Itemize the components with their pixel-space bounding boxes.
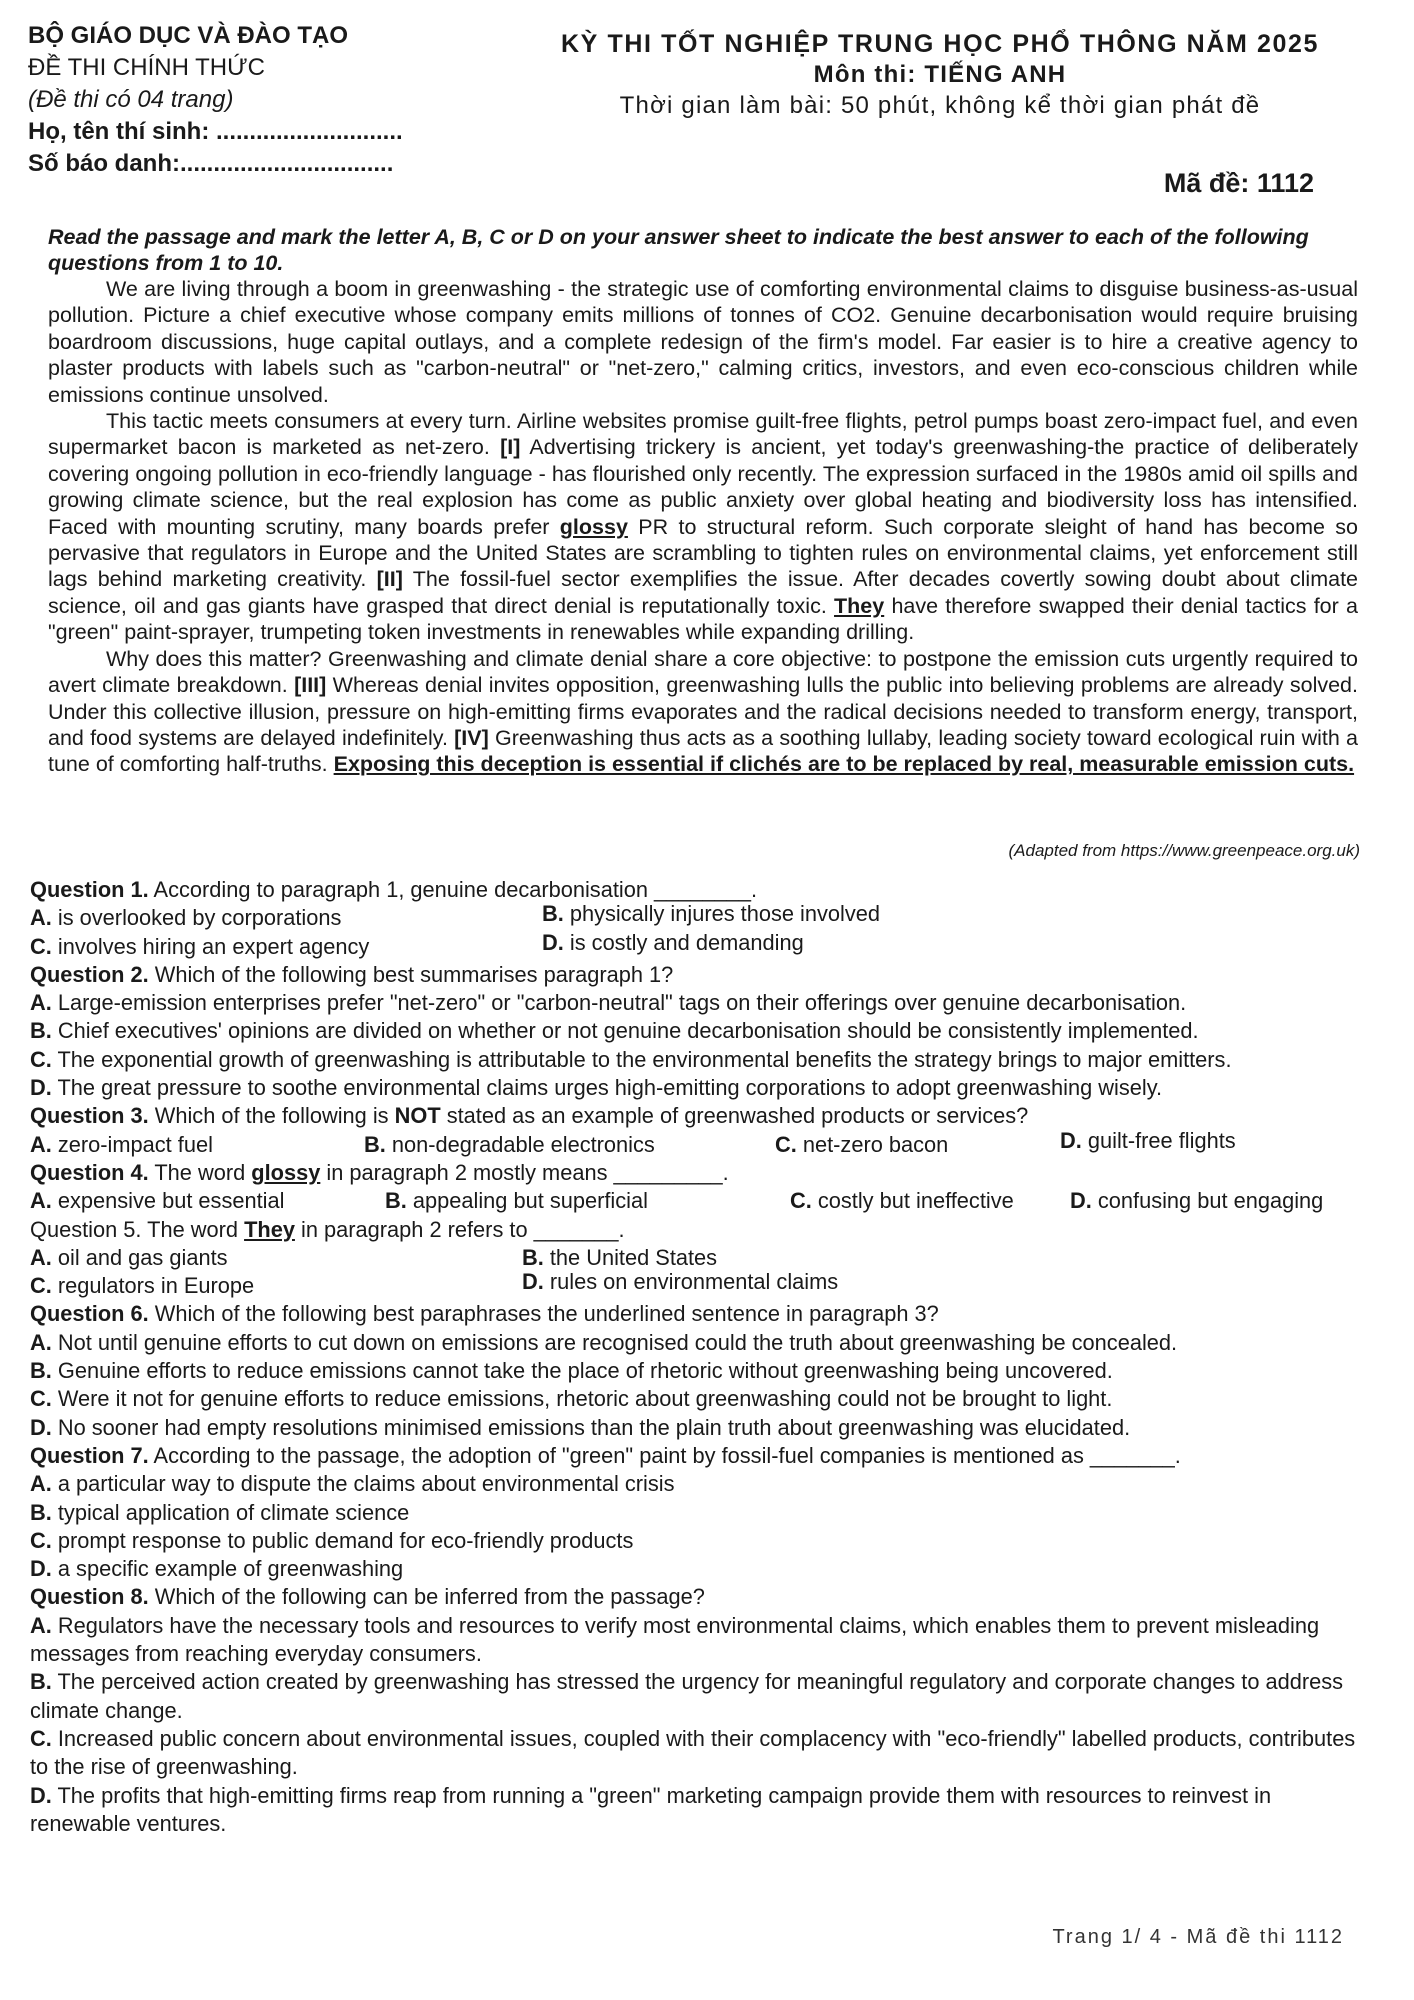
option-text: the United States bbox=[543, 1244, 718, 1270]
option-letter: A. bbox=[30, 905, 52, 931]
option-text: rules on environmental claims bbox=[543, 1269, 839, 1295]
option-text: zero-impact fuel bbox=[51, 1131, 213, 1157]
paragraph-2-text: The fossil-fuel sector exemplifies the issue. After decades covertly sowing doubt about climate science, oil and gas giants have grasped that direct denial is reputationally toxic. bbox=[48, 567, 1358, 618]
option-letter: D. bbox=[30, 1414, 52, 1440]
option-text: costly but ineffective bbox=[811, 1188, 1014, 1214]
option-letter: A. bbox=[30, 1329, 52, 1355]
option-text: involves hiring an expert agency bbox=[51, 933, 370, 959]
question-number: Question 6. bbox=[30, 1301, 149, 1327]
option-d[interactable] bbox=[30, 1414, 1400, 1442]
candidate-name-field: Họ, tên thí sinh: ............................ bbox=[28, 118, 403, 145]
question-1-options-row bbox=[30, 929, 1400, 961]
exam-code: Mã đề: 1112 bbox=[1163, 168, 1314, 198]
option-text: The perceived action created by greenwashing has stressed the urgency for meaningful regulatory and corporate changes to address climate change. bbox=[30, 1669, 1344, 1723]
question-2-stem bbox=[30, 961, 1400, 989]
option-text: typical application of climate science bbox=[51, 1499, 410, 1525]
paragraph-3-text: Greenwashing thus acts as a soothing lullaby, leading society toward ecological ruin with a tune of comforting half-truths. bbox=[48, 725, 1358, 777]
passage-instruction: Read the passage and mark the letter A, B, C or D on your answer sheet to indicate the best answer to each of the following questions from 1 to 10. bbox=[48, 225, 1309, 275]
question-4-stem bbox=[30, 1159, 1400, 1187]
option-letter: A. bbox=[30, 1244, 52, 1270]
option-c[interactable] bbox=[30, 933, 369, 961]
highlighted-word-glossy: glossy bbox=[559, 514, 628, 539]
option-letter: D. bbox=[30, 1556, 52, 1582]
question-text: Which of the following best summarises paragraph 1? bbox=[148, 961, 674, 987]
option-a[interactable] bbox=[30, 1187, 284, 1215]
option-letter: D. bbox=[1060, 1127, 1082, 1153]
option-b[interactable] bbox=[30, 1017, 1400, 1045]
option-letter: B. bbox=[30, 1499, 52, 1525]
question-3-options-row bbox=[30, 1127, 1400, 1159]
option-text: The exponential growth of greenwashing is attributable to the environmental benefits the strategy brings to major emitters. bbox=[51, 1046, 1232, 1072]
option-b[interactable] bbox=[542, 900, 880, 928]
option-letter: C. bbox=[30, 1725, 52, 1751]
position-marker-2: [II] bbox=[376, 567, 403, 592]
exam-title: KỲ THI TỐT NGHIỆP TRUNG HỌC PHỔ THÔNG NĂM 2025 bbox=[561, 30, 1319, 58]
option-text: a specific example of greenwashing bbox=[51, 1556, 404, 1582]
paragraph-2-text: have therefore swapped their denial tactics for a "green" paint-sprayer, trumpeting token investments in renewables while expanding drilling. bbox=[48, 593, 1358, 645]
option-letter: B. bbox=[385, 1188, 407, 1214]
option-text: expensive but essential bbox=[51, 1188, 285, 1214]
question-5-stem bbox=[30, 1216, 1400, 1244]
header-left bbox=[28, 20, 488, 180]
option-letter: B. bbox=[30, 1669, 52, 1695]
option-c[interactable] bbox=[30, 1527, 1400, 1555]
question-text: According to the passage, the adoption of "green" paint by fossil-fuel companies is mentioned as _______. bbox=[148, 1442, 1181, 1468]
option-b[interactable] bbox=[385, 1187, 648, 1215]
option-text: Regulators have the necessary tools and resources to verify most environmental claims, which enables them to prevent misleading messages from reaching everyday consumers. bbox=[30, 1612, 1320, 1667]
option-d[interactable] bbox=[1060, 1127, 1236, 1155]
option-letter: A. bbox=[30, 990, 52, 1016]
question-text: stated as an example of greenwashed products or services? bbox=[440, 1103, 1029, 1129]
question-7-stem bbox=[30, 1442, 1400, 1470]
option-b[interactable] bbox=[364, 1131, 655, 1159]
option-letter: C. bbox=[30, 1046, 52, 1072]
header-right bbox=[520, 28, 1360, 122]
exam-subject: Môn thi: TIẾNG ANH bbox=[813, 61, 1067, 88]
option-a[interactable] bbox=[30, 1612, 1370, 1669]
option-text: physically injures those involved bbox=[563, 901, 881, 927]
question-number: Question 3. bbox=[30, 1103, 149, 1129]
question-text: Which of the following can be inferred from the passage? bbox=[148, 1584, 705, 1610]
highlighted-word-they: They bbox=[834, 593, 885, 618]
option-d[interactable] bbox=[522, 1268, 838, 1296]
option-text: a particular way to dispute the claims about environmental crisis bbox=[51, 1471, 675, 1497]
option-d[interactable] bbox=[30, 1074, 1400, 1102]
option-text: guilt-free flights bbox=[1081, 1127, 1236, 1153]
underlined-sentence: Exposing this deception is essential if clichés are to be replaced by real, measurable emission cuts. bbox=[333, 752, 1355, 777]
option-text: The profits that high-emitting firms reap from running a "green" marketing campaign provide them with resources to reinvest in renewable ventures. bbox=[30, 1782, 1272, 1836]
question-6-stem bbox=[30, 1300, 1400, 1328]
paragraph-2 bbox=[48, 408, 1358, 646]
pages-note: (Đề thi có 04 trang) bbox=[28, 86, 234, 113]
question-text: According to paragraph 1, genuine decarbonisation ________. bbox=[148, 877, 758, 902]
emphasis-not: NOT bbox=[394, 1103, 441, 1129]
paragraph-3-text: Why does this matter? Greenwashing and climate denial share a core objective: to postpone the emission cuts urgently required to avert climate breakdown. bbox=[48, 646, 1358, 698]
exam-duration: Thời gian làm bài: 50 phút, không kể thời gian phát đề bbox=[619, 92, 1261, 119]
option-text: Genuine efforts to reduce emissions cannot take the place of rhetoric without greenwashing being uncovered. bbox=[51, 1358, 1113, 1384]
option-text: oil and gas giants bbox=[51, 1244, 228, 1270]
option-letter: C. bbox=[790, 1188, 812, 1214]
ministry-name: BỘ GIÁO DỤC VÀ ĐÀO TẠO bbox=[28, 22, 349, 49]
option-letter: B. bbox=[30, 1358, 52, 1384]
question-4-options-row bbox=[30, 1187, 1400, 1215]
option-a[interactable] bbox=[30, 1470, 1400, 1498]
option-letter: C. bbox=[30, 1527, 52, 1553]
option-letter: A. bbox=[30, 1131, 52, 1157]
option-text: Were it not for genuine efforts to reduce emissions, rhetoric about greenwashing could not be brought to light. bbox=[51, 1386, 1113, 1412]
option-letter: C. bbox=[30, 1273, 52, 1299]
reading-passage bbox=[48, 276, 1358, 778]
option-letter: B. bbox=[364, 1131, 386, 1157]
candidate-number-field: Số báo danh:................................ bbox=[28, 150, 394, 177]
option-text: net-zero bacon bbox=[796, 1131, 949, 1157]
option-text: Not until genuine efforts to cut down on emissions are recognised could the truth about greenwashing be concealed. bbox=[51, 1329, 1178, 1355]
question-5-options-row bbox=[30, 1269, 1400, 1300]
option-letter: C. bbox=[30, 1386, 52, 1412]
option-letter: D. bbox=[30, 1075, 52, 1101]
option-c[interactable] bbox=[775, 1131, 948, 1159]
paragraph-2-text: PR to structural reform. Such corporate sleight of hand has become so pervasive that regulators in Europe and the United States are scrambling to tighten rules on environmental claims, yet enforcement still lags behind marketing creativity. bbox=[48, 514, 1358, 592]
page-footer: Trang 1/ 4 - Mã đề thi 1112 bbox=[1052, 1926, 1344, 1948]
option-b[interactable] bbox=[30, 1668, 1370, 1725]
option-text: Large-emission enterprises prefer "net-zero" or "carbon-neutral" tags on their offerings over genuine decarbonisation. bbox=[51, 990, 1187, 1016]
option-a[interactable] bbox=[30, 989, 1400, 1017]
option-text: Increased public concern about environmental issues, coupled with their complacency with "eco-friendly" labelled products, contributes to the rise of greenwashing. bbox=[30, 1725, 1356, 1780]
option-text: is overlooked by corporations bbox=[51, 905, 342, 931]
option-d[interactable] bbox=[542, 929, 804, 957]
option-text: non-degradable electronics bbox=[385, 1131, 655, 1157]
paragraph-3 bbox=[48, 646, 1358, 778]
option-letter: A. bbox=[30, 1471, 52, 1497]
option-letter: B. bbox=[522, 1244, 544, 1270]
option-letter: D. bbox=[1070, 1188, 1092, 1214]
question-text: Which of the following best paraphrases the underlined sentence in paragraph 3? bbox=[148, 1301, 939, 1327]
option-letter: D. bbox=[522, 1269, 544, 1295]
option-text: confusing but engaging bbox=[1091, 1188, 1324, 1214]
question-number: Question 7. bbox=[30, 1442, 149, 1468]
option-d[interactable] bbox=[30, 1782, 1370, 1839]
question-number: Question 1. bbox=[30, 877, 149, 902]
paragraph-3-text: Whereas denial invites opposition, greenwashing lulls the public into believing problems are already solved. Under this collective illusion, pressure on high-emitting firms evaporates and the radical decisions needed to transform energy, transport, and food systems are delayed indefinitely. bbox=[48, 673, 1358, 750]
question-number: Question 4. bbox=[30, 1159, 149, 1185]
option-letter: A. bbox=[30, 1612, 52, 1638]
option-text: prompt response to public demand for eco-friendly products bbox=[51, 1527, 634, 1553]
paragraph-2-text: This tactic meets consumers at every turn. Airline websites promise guilt-free flights, petrol pumps boast zero-impact fuel, and even supermarket bacon is marketed as net-zero. bbox=[48, 409, 1358, 460]
option-a[interactable] bbox=[30, 1131, 213, 1159]
option-letter: C. bbox=[30, 933, 52, 959]
question-8-stem bbox=[30, 1583, 1400, 1611]
option-a[interactable] bbox=[30, 904, 341, 932]
option-letter: B. bbox=[30, 1018, 52, 1044]
option-text: appealing but superficial bbox=[406, 1188, 648, 1214]
question-text: in paragraph 2 refers to _______. bbox=[294, 1216, 625, 1242]
option-c[interactable] bbox=[30, 1385, 1400, 1413]
option-c[interactable] bbox=[790, 1187, 1014, 1215]
option-c[interactable] bbox=[30, 1725, 1370, 1782]
option-c[interactable] bbox=[30, 1272, 254, 1300]
option-text: regulators in Europe bbox=[51, 1273, 255, 1299]
passage-source: (Adapted from https://www.greenpeace.org.uk) bbox=[1008, 841, 1360, 860]
paragraph-1: We are living through a boom in greenwashing - the strategic use of comforting environmental claims to disguise business-as-usual pollution. Picture a chief executive whose company emits millions of tonnes of CO2. Genuine decarbonisation would require bruising boardroom discussions, huge capital outlays, and a complete redesign of the firm's model. Far easier is to hire a creative agency to plaster products with labels such as "carbon-neutral" or "net-zero," calming critics, investors, and even eco-conscious children while emissions continue unsolved. bbox=[48, 277, 1358, 407]
option-b[interactable] bbox=[30, 1499, 1400, 1527]
option-text: No sooner had empty resolutions minimised emissions than the plain truth about greenwashing was elucidated. bbox=[51, 1414, 1131, 1440]
option-letter: C. bbox=[775, 1131, 797, 1157]
highlighted-word: glossy bbox=[251, 1159, 321, 1185]
question-text: in paragraph 2 mostly means _________. bbox=[320, 1159, 729, 1185]
official-exam-label: ĐỀ THI CHÍNH THỨC bbox=[28, 54, 265, 81]
option-letter: D. bbox=[30, 1782, 52, 1808]
option-d[interactable] bbox=[1070, 1187, 1323, 1215]
option-a[interactable] bbox=[30, 1244, 228, 1272]
option-letter: A. bbox=[30, 1188, 52, 1214]
option-d[interactable] bbox=[30, 1555, 1400, 1583]
questions-section bbox=[30, 876, 1400, 1838]
position-marker-1: [I] bbox=[500, 435, 521, 460]
question-text: Which of the following is bbox=[148, 1103, 395, 1129]
option-c[interactable] bbox=[30, 1046, 1400, 1074]
option-a[interactable] bbox=[30, 1329, 1400, 1357]
option-b[interactable] bbox=[30, 1357, 1400, 1385]
option-text: is costly and demanding bbox=[563, 929, 804, 955]
option-text: The great pressure to soothe environmental claims urges high-emitting corporations to adopt greenwashing wisely. bbox=[51, 1075, 1163, 1101]
question-text: The word bbox=[148, 1159, 252, 1185]
paragraph-2-text: Advertising trickery is ancient, yet today's greenwashing-the practice of deliberately covering ongoing pollution in eco-friendly language - has flourished only recently. The expression surfaced in the 1980s amid oil spills and growing climate science, but the real explosion has come as public anxiety over global heating and biodiversity loss has intensified. Faced with mounting scrutiny, many boards prefer bbox=[48, 435, 1358, 539]
question-number: Question 8. bbox=[30, 1584, 149, 1610]
option-text: Chief executives' opinions are divided on whether or not genuine decarbonisation should be consistently implemented. bbox=[51, 1018, 1199, 1044]
question-number: Question 2. bbox=[30, 961, 149, 987]
option-letter: B. bbox=[542, 901, 564, 927]
position-marker-4: [IV] bbox=[454, 725, 489, 750]
position-marker-3: [III] bbox=[294, 673, 327, 698]
highlighted-word: They bbox=[244, 1216, 295, 1242]
question-text: Question 5. The word bbox=[30, 1216, 245, 1242]
option-letter: D. bbox=[542, 929, 564, 955]
